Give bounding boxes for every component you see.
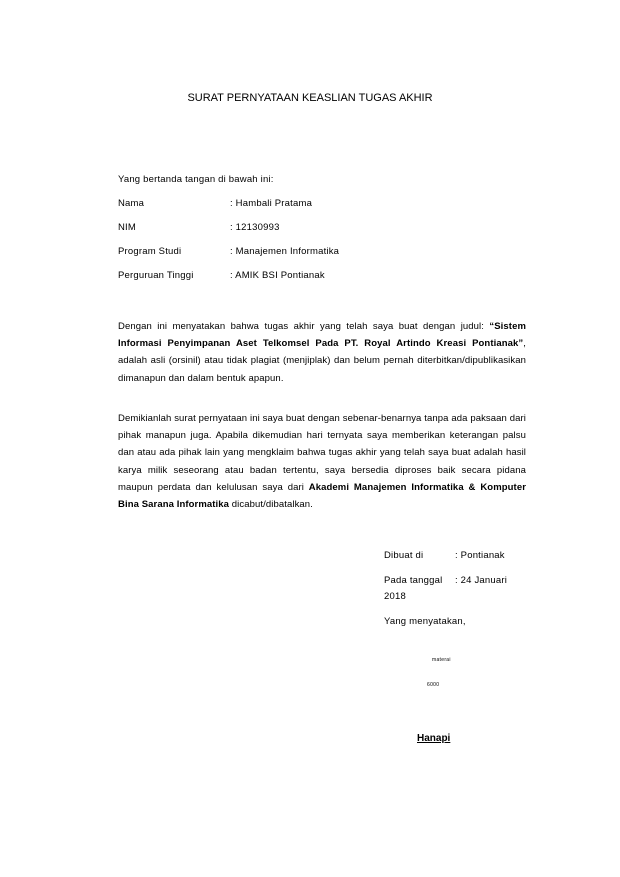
field-label: NIM [118, 222, 137, 233]
field-value: : Manajemen Informatika [230, 246, 340, 257]
made-at-label: Dibuat di [384, 550, 424, 561]
field-value: : AMIK BSI Pontianak [230, 270, 325, 281]
field-label: Nama [118, 198, 145, 209]
field-label: Program Studi [118, 246, 182, 257]
paragraph-text: Demikianlah surat pernyataan ini saya buat dengan sebenar-benarnya tanpa ada paksaan dari pihak manapun juga. Apabila dikemudian hari ternyata saya memberikan keterangan palsu dan atau ada pihak lain yang mengklaim bahwa tugas akhir yang telah saya buat adalah hasil karya milik seseorang atau badan tertentu, saya bersedia diproses baik secara pidana maupun perdata dan kelulusan saya dari [118, 413, 526, 493]
date-year: 2018 [384, 591, 406, 602]
date-label: Pada tanggal [384, 575, 443, 586]
declarant-text: Yang menyatakan, [384, 616, 466, 627]
statement-paragraph [118, 318, 526, 387]
intro-text: Yang bertanda tangan di bawah ini: [118, 174, 274, 185]
stamp-amount: 6000 [427, 682, 440, 688]
document-title: SURAT PERNYATAAN KEASLIAN TUGAS AKHIR [187, 92, 433, 104]
closing-paragraph [118, 410, 526, 513]
stamp-text: materai [432, 657, 451, 663]
date-value: : 24 Januari [455, 575, 508, 586]
field-label: Perguruan Tinggi [118, 270, 194, 281]
paragraph-text: , adalah asli (orsinil) atau tidak plagiat (menjiplak) dan belum pernah diterbitkan/dipublikasikan dimanapun dan dalam bentuk apapun. [118, 338, 526, 384]
paragraph-text: dicabut/dibatalkan. [229, 499, 313, 511]
signer-name: Hanapi [417, 733, 451, 744]
field-value: : 12130993 [230, 222, 280, 233]
field-value: : Hambali Pratama [230, 198, 313, 209]
institution-name: Akademi Manajemen Informatika & Komputer Bina Sarana Informatika [118, 481, 526, 511]
made-at-value: : Pontianak [455, 550, 505, 561]
thesis-title: “Sistem Informasi Penyimpanan Aset Telkomsel Pada PT. Royal Artindo Kreasi Pontianak” [118, 321, 526, 350]
paragraph-text: Dengan ini menyatakan bahwa tugas akhir yang telah saya buat dengan judul: [118, 321, 490, 332]
